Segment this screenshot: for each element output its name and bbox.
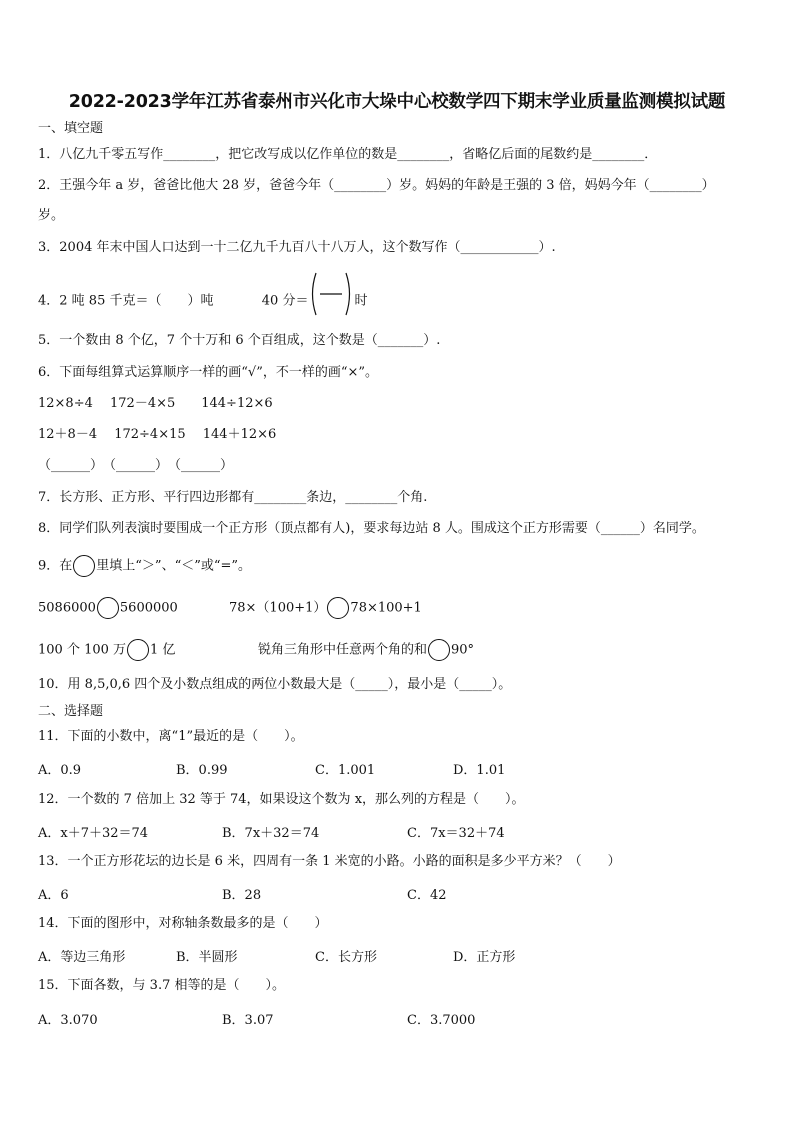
question-6-row-2: 12＋8－4 172÷4×15 144＋12×6 xyxy=(38,427,277,442)
q13-option-a: A．6 xyxy=(38,888,69,903)
question-6-row-1: 12×8÷4 172－4×5 144÷12×6 xyxy=(38,396,273,411)
section-fill-blank: 一、填空题 xyxy=(38,121,104,136)
q9-r2-right-a: 1 亿 xyxy=(150,642,176,658)
question-5: 5．一个数由 8 个亿，7 个十万和 6 个百组成，这个数是（_______）. xyxy=(38,333,441,348)
q9-r2-right-b: 90° xyxy=(451,642,475,658)
q13-option-c: C．42 xyxy=(407,888,447,903)
question-8: 8．同学们队列表演时要围成一个正方形（顶点都有人)，要求每边站 8 人。围成这个正方形需要（______）名同学。 xyxy=(38,521,705,536)
question-6-row-3: （______） （______） （______） xyxy=(38,458,234,473)
question-4-part-b: 40 分＝ xyxy=(261,293,309,309)
fraction-blank-icon xyxy=(308,271,354,317)
q12-option-c: C．7x＝32＋74 xyxy=(407,826,505,841)
q14-option-a: A．等边三角形 xyxy=(38,950,126,965)
q11-option-a: A．0.9 xyxy=(38,763,82,778)
q11-option-b: B．0.99 xyxy=(176,763,228,778)
blank-circle-icon xyxy=(127,639,149,661)
blank-circle-icon xyxy=(327,597,349,619)
q14-option-d: D．正方形 xyxy=(453,950,516,965)
question-1: 1．八亿九千零五写作________，把它改写成以亿作单位的数是________，省略亿后面的尾数约是________． xyxy=(38,147,658,162)
blank-circle-icon xyxy=(428,639,450,661)
q9-r2-left-b: 锐角三角形中任意两个角的和 xyxy=(258,642,428,658)
question-4-part-c: 时 xyxy=(354,293,368,309)
question-6: 6．下面每组算式运算顺序一样的画“√”，不一样的画“×”。 xyxy=(38,365,379,380)
question-2-line2: 岁。 xyxy=(38,208,65,223)
question-4 xyxy=(38,285,367,317)
question-2-line1: 2．王强今年 a 岁，爸爸比他大 28 岁，爸爸今年（________）岁。妈妈的年龄是王强的 3 倍，妈妈今年（________） xyxy=(38,178,715,193)
q9-r1-right-b: 78×100+1 xyxy=(350,600,422,616)
q9-r2-left-a: 100 个 100 万 xyxy=(38,642,127,658)
q11-option-c: C．1.001 xyxy=(315,763,376,778)
q15-option-a: A．3.070 xyxy=(38,1013,98,1028)
question-14: 14．下面的图形中，对称轴条数最多的是（ ） xyxy=(38,916,328,931)
q9-r1-left-a: 5086000 xyxy=(38,600,96,616)
q12-option-b: B．7x＋32＝74 xyxy=(222,826,320,841)
question-3: 3．2004 年末中国人口达到一十二亿九千九百八十八万人，这个数写作（____________）. xyxy=(38,240,556,255)
question-11: 11．下面的小数中，离“1”最近的是（ ）。 xyxy=(38,729,304,744)
question-10: 10．用 8,5,0,6 四个及小数点组成的两位小数最大是（_____），最小是（_____）。 xyxy=(38,677,512,692)
question-13: 13．一个正方形花坛的边长是 6 米，四周有一条 1 米宽的小路。小路的面积是多少平方米？（ ） xyxy=(38,854,621,869)
blank-circle-icon xyxy=(97,597,119,619)
q9-r1-left-b: 78×（100+1） xyxy=(229,600,327,616)
q15-option-c: C．3.7000 xyxy=(407,1013,476,1028)
blank-circle-icon xyxy=(73,555,95,577)
question-9 xyxy=(38,555,251,577)
question-9-row-1 xyxy=(38,597,178,619)
q9-r1-right-a: 5600000 xyxy=(119,600,178,616)
question-7: 7．长方形、正方形、平行四边形都有________条边，________个角. xyxy=(38,490,428,505)
question-9-row-1-b xyxy=(229,597,422,619)
q15-option-b: B．3.07 xyxy=(222,1013,274,1028)
q12-option-a: A．x＋7＋32＝74 xyxy=(38,826,149,841)
section-multiple-choice: 二、选择题 xyxy=(38,704,104,719)
q11-option-d: D．1.01 xyxy=(453,763,506,778)
q14-option-b: B．半圆形 xyxy=(176,950,238,965)
question-9-part-a: 9．在 xyxy=(38,558,73,574)
question-9-row-2 xyxy=(38,639,175,661)
question-9-part-b: 里填上“＞”、“＜”或“=”。 xyxy=(96,558,252,574)
question-12: 12．一个数的 7 倍加上 32 等于 74，如果设这个数为 x，那么列的方程是（ ）。 xyxy=(38,792,525,807)
question-9-row-2-b xyxy=(258,639,474,661)
q14-option-c: C．长方形 xyxy=(315,950,377,965)
question-4-part-a: 4．2 吨 85 千克＝（ ）吨 xyxy=(38,293,214,309)
page-title: 2022-2023学年江苏省泰州市兴化市大垛中心校数学四下期末学业质量监测模拟试题 xyxy=(68,92,726,112)
q13-option-b: B．28 xyxy=(222,888,262,903)
question-15: 15．下面各数，与 3.7 相等的是（ ）。 xyxy=(38,978,285,993)
